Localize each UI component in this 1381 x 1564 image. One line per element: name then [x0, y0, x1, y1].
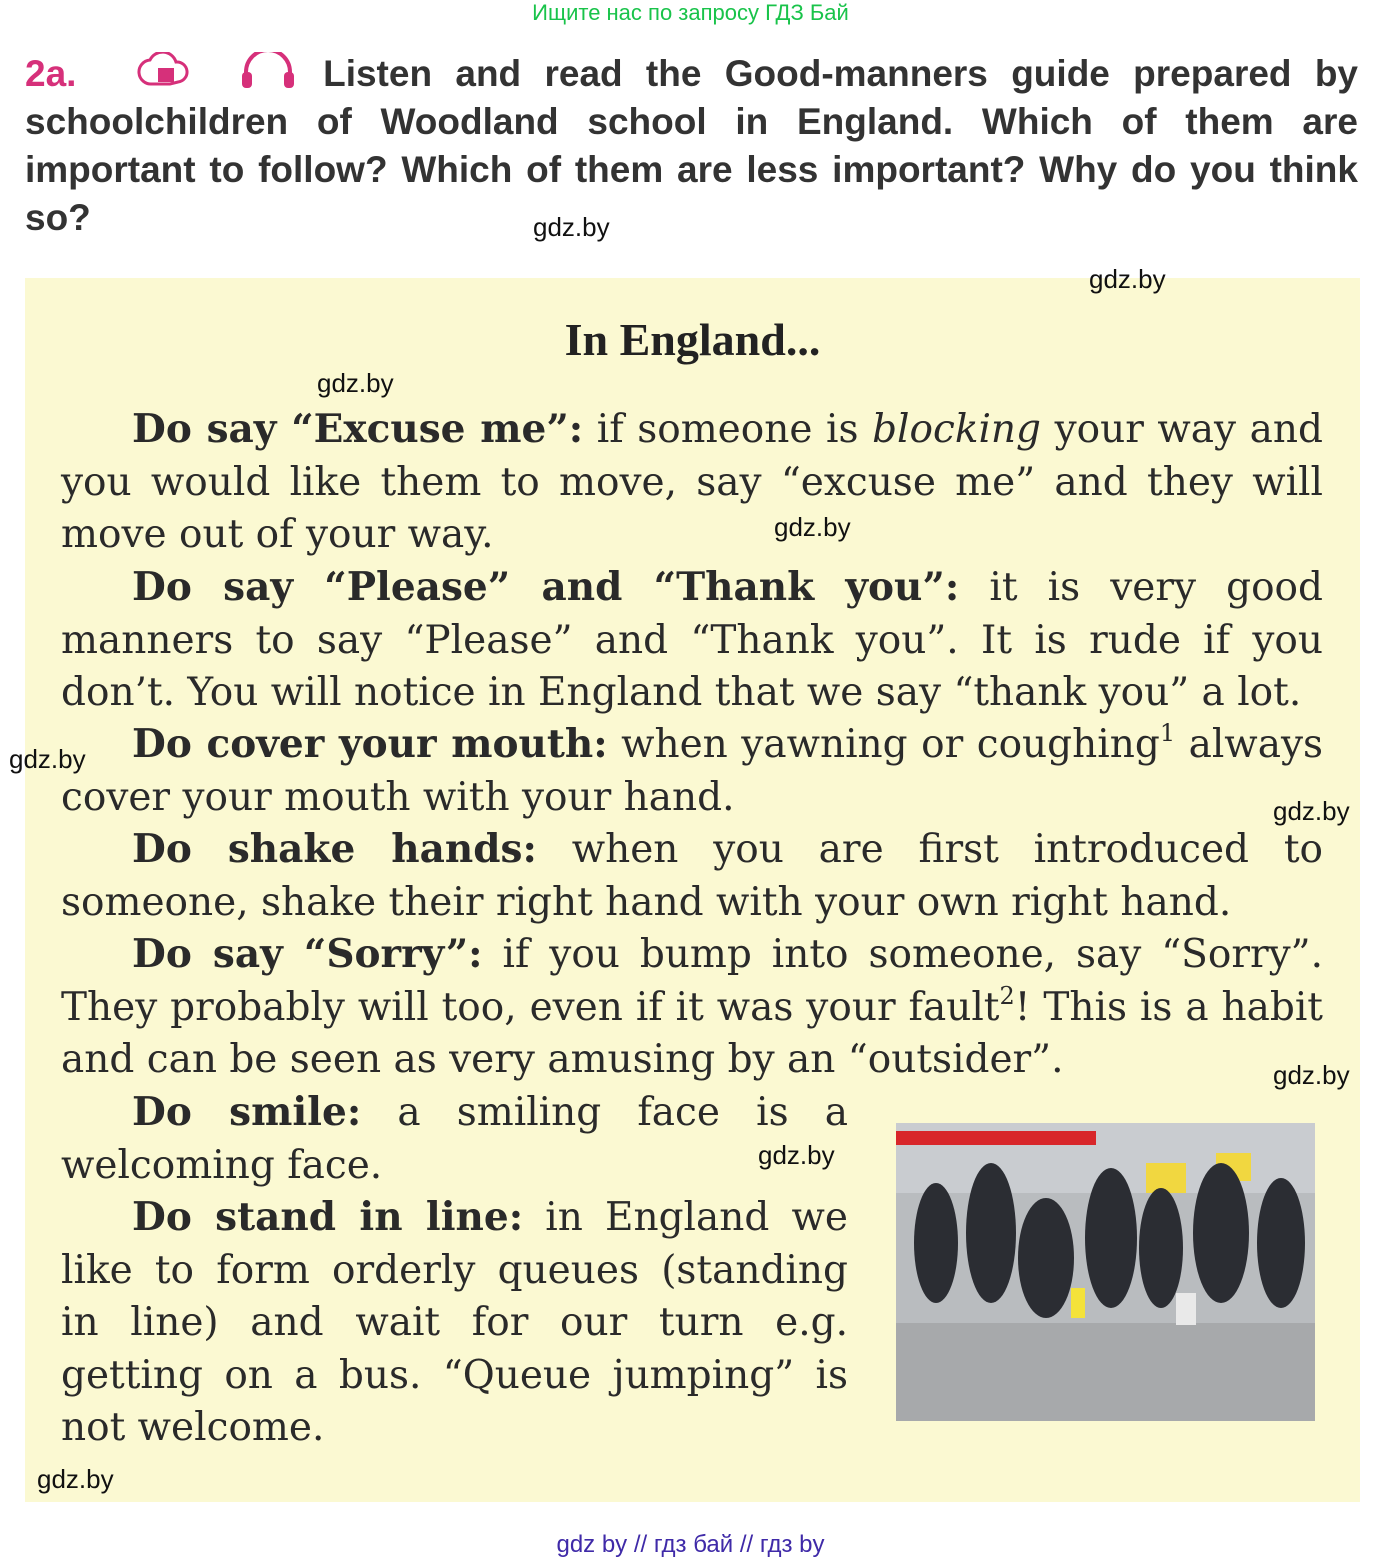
watermark: gdz.by [1273, 1060, 1350, 1090]
rule-cover-mouth: Do cover your mouth: when yawning or coughing$^1$ always cover your mouth with your hand. [61, 719, 1323, 820]
audio-icons [100, 52, 300, 92]
manners-guide-box [25, 278, 1360, 1502]
rule-shake-hands: Do shake hands: when you are first introduced to someone, shake their right hand with your own right hand. [61, 826, 1323, 925]
guide-title: In England... [564, 314, 821, 365]
queue-photo [896, 1123, 1315, 1421]
exercise-instruction: Listen and read the Good-manners guide prepared by schoolchildren of Woodland school in England. Which of them are important to follow? Which of them are less important? Why do you think so? [25, 53, 1359, 238]
footer-links[interactable]: gdz by // гдз бай // гдз by [556, 1531, 825, 1558]
search-hint-link[interactable]: Ищите нас по запросу ГДЗ Бай [532, 0, 849, 25]
watermark: gdz.by [1089, 264, 1166, 294]
cd-disk-icon [139, 52, 187, 84]
rule-stand-in-line: Do stand in line: in England we like to form orderly queues (standing in line) and wait for our turn e.g. getting on a bus. “Queue jumping” is not welcome. [61, 1194, 848, 1450]
headphones-icon [242, 52, 294, 88]
watermark: gdz.by [758, 1140, 835, 1170]
watermark: gdz.by [1273, 796, 1350, 826]
watermark: gdz.by [774, 512, 851, 542]
exercise-number: 2a. [25, 53, 77, 94]
rule-say-sorry: Do say “Sorry”: if you bump into someone, say “Sorry”. They probably will too, even if it was your fault$^2$! This is a habit and can be seen as very amusing by an “outsider”. [61, 931, 1324, 1082]
watermark: gdz.by [9, 744, 86, 774]
watermark: gdz.by [533, 212, 610, 242]
watermark: gdz.by [317, 368, 394, 398]
exercise-header [25, 50, 1358, 242]
rule-smile: Do smile: a smiling face is a welcoming face. [61, 1089, 848, 1188]
rule-excuse-me: Do say “Excuse me”: if someone is blocking your way and you would like them to move, say “excuse me” and they will move out of your way. [61, 406, 1323, 557]
watermark: gdz.by [37, 1464, 114, 1494]
rule-please-thank-you: Do say “Please” and “Thank you”: it is very good manners to say “Please” and “Thank you”. It is rude if you don’t. You will notice in England that we say “thank you” a lot. [61, 564, 1323, 715]
